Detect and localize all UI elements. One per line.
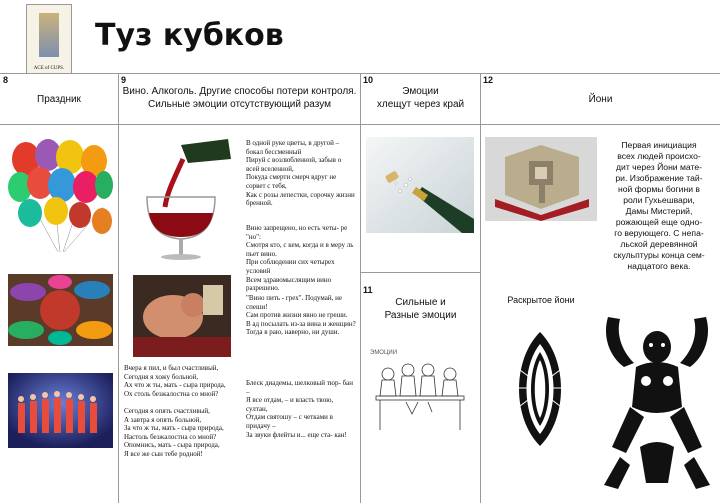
page-title: Туз кубков [95,18,284,53]
dancers-image [8,373,113,448]
column-header-8: Праздник [37,94,81,105]
column-header-12: Йони [588,94,613,105]
column-number-11: 11 [363,285,373,295]
wine-glass-image [133,137,231,261]
holi-hands-image [8,274,113,346]
column-number-12: 12 [483,75,494,85]
drunk-man-image [133,275,231,357]
column-number-8: 8 [3,75,9,85]
yoni-description: Первая инициация всех людей происхо- дит через Йони мате- ри. Изображение тай- ной формы богини в роли Гухьешвари, Дамы Мистерий, рожающей еще одно- го верующего. С непа- льской деревянной скульптуры конца сем- надцатого века. [613,140,705,271]
column-number-10: 10 [363,75,374,85]
column-header-11 [361,296,480,322]
column-divider-2 [360,73,361,503]
balloons-image [8,137,113,255]
rubai-2: Вино запрещено, но есть четы- ре "но": Смотря кто, с кем, когда и в меру ль пьет вино. При соблюдении сих четырех условий Всем здравомыслящим вино разрешено. [246,224,354,293]
column-header-11-line1: Сильные и [395,297,446,308]
card-figure [39,13,59,57]
column-divider-1 [118,73,119,503]
emotions-sketch-image [366,344,474,436]
column-header-9-line2: Сильные эмоции отсутствующий разум [148,99,331,110]
rubai-1: В одной руке цветы, в другой – бокал бессменный Пируй с возлюбленной, забыв о всей вселенной, Покуда смерти смерч вдруг не сорвет с тебя, Как с розы лепестки, сорочку жизни бренной. [246,139,355,208]
column-number-9: 9 [121,75,127,85]
poem-drinking: Вчера я пил, и был счастливый, Сегодня я хожу больной, Ах что ж ты, мать - сыра природа, Ох столь безжалостна со мной? Сегодня я опять счастливый, А завтра я опять больной, За что ж ты, мать - сыра природа, Настоль безжалостна со мной? Опомнись, мать - сыра природа, Я все же сын тебе родной! [124,364,226,458]
rubai-3: "Вино пить - грех". Подумай, не спеши! Сам против жизни явно не греши. В ад посылать из-за вина и женщин? Тогда в раю, наверно, ни души. [246,294,356,337]
goddess-sculpture-drawing [600,307,714,497]
stone-yoni-image [485,137,597,221]
column-header-10 [361,85,480,111]
tarot-card-image [26,4,72,74]
rubai-4: Блеск диадемы, шелковый тюр- бан – Я все отдам, – и власть твою, султан, Отдам святошу – с четками в придачу – За звуки флейты и... еще ста- кан! [246,379,353,439]
champagne-image [366,137,474,233]
column-header-10-line2: хлещут через край [376,99,465,110]
cell-divider-10-11 [360,272,480,273]
sketch-caption: ЭМОЦИИ [370,350,398,356]
yoni-caption: Раскрытое йони [507,295,575,305]
column-header-9 [119,85,360,111]
open-yoni-drawing [506,330,574,448]
column-divider-3 [480,73,481,503]
column-header-10-line1: Эмоции [402,86,439,97]
column-header-11-line2: Разные эмоции [384,310,457,321]
column-header-9-line1: Вино. Алкоголь. Другие способы потери контроля. [122,86,357,97]
card-caption: ACE of CUPS. [33,66,65,71]
